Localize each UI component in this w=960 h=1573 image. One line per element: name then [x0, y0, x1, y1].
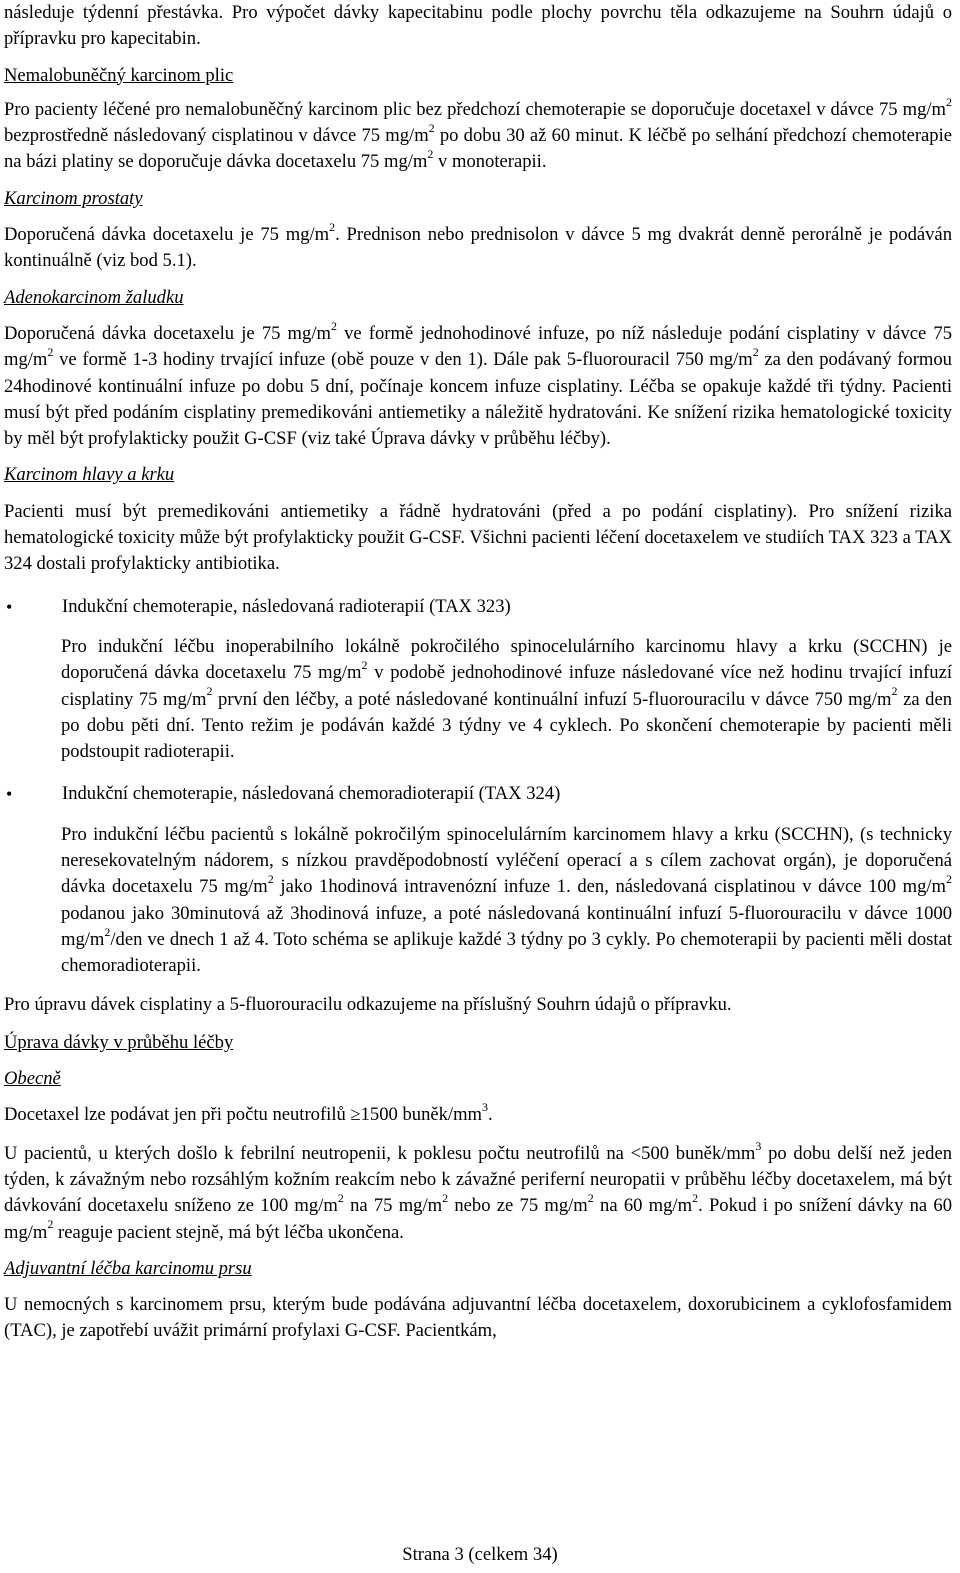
superscript: 2 — [752, 345, 759, 360]
superscript: 2 — [587, 1191, 594, 1206]
superscript: 2 — [337, 1191, 344, 1206]
heading-dose-adjustment: Úprava dávky v průběhu léčby — [4, 1031, 234, 1053]
tax324-text-b: jako 1hodinová intravenózní infuze 1. den, následovaná cisplatinou v dávce 100 mg/m — [273, 876, 946, 898]
gastric-text-b: ve formě jednohodinové infuze, po níž následuje podání cisplatiny v dávce 75 mg/m — [4, 322, 952, 371]
heading-head-neck: Karcinom hlavy a krku — [4, 464, 175, 486]
nsclc-text-b: bezprostředně následovaný cisplatinou v dávce 75 mg/m — [4, 125, 429, 147]
bullet-icon: • — [6, 596, 13, 617]
tax323-paragraph — [4, 634, 952, 765]
tax324-text-c: podanou jako 30minutová až 3hodinová infuze, a poté následovaná kontinuální infuzí 5-fluorouracilu v dávce 1000 mg/m — [61, 902, 952, 950]
neutro-text-d: nebo ze 75 mg/m — [448, 1195, 588, 1217]
head-neck-paragraph: Pacienti musí být premedikováni antiemetiky a řádně hydratováni (před a po podání cisplatiny). Pro snížení rizika hematologické toxicity může být profylakticky použit G-CSF. Všichni pacienti léčení docetaxelem ve studiích TAX 323 a TAX 324 dostali profylakticky antibiotika. — [4, 500, 952, 575]
superscript: 2 — [946, 872, 952, 887]
gastric-text-d: za den podávaný formou 24hodinové kontinuální infuze po dobu 5 dní, počínaje koncem infuze cisplatiny. Léčba se opakuje každé tři týdny. Pacienti musí být před podáním cisplatiny premedikováni antiemetiky a náležitě hydratováni. Ke snížení rizika hematologické toxicity by měl být profylakticky použit G-CSF (viz také Úprava dávky v průběhu léčby). — [4, 349, 952, 450]
nsclc-text-c: po dobu 30 až 60 minut. K léčbě po selhání předchozí chemoterapie na bázi platiny se doporučuje dávka docetaxelu 75 mg/m — [4, 125, 952, 173]
intro-text: následuje týdenní přestávka. Pro výpočet dávky kapecitabinu podle plochy povrchu těla odkazujeme na Souhrn údajů o přípravku pro kapecitabin. — [4, 2, 952, 50]
prostate-text-a: Doporučená dávka docetaxelu je 75 mg/m — [4, 224, 330, 246]
nsclc-text-d: v monoterapii. — [433, 151, 547, 173]
neutro-text-b: po dobu delší než jeden týden, k závažným nebo rozsáhlým kožním reakcím nebo k závažné periferní neuropatii v průběhu léčby docetaxelem, má být dávkování docetaxelu sníženo ze 100 mg/m — [4, 1142, 952, 1217]
nsclc-text-a: Pro pacienty léčené pro nemalobuněčný karcinom plic bez předchozí chemoterapie se doporučuje docetaxel v dávce 75 mg/m — [4, 98, 946, 120]
page-footer: Strana 3 (celkem 34) — [402, 1544, 558, 1565]
superscript: 2 — [329, 219, 336, 234]
superscript: 2 — [891, 684, 898, 699]
heading-adjuvant: Adjuvantní léčba karcinomu prsu — [4, 1257, 252, 1279]
heading-nsclc: Nemalobuněčný karcinom plic — [4, 64, 234, 86]
neutro-text-a: U pacientů, u kterých došlo k febrilní neutropenii, k poklesu počtu neutrofilů na <500 buněk/mm — [4, 1142, 756, 1164]
superscript: 2 — [330, 318, 337, 333]
general-text-a: Docetaxel lze podávat jen při počtu neutrofilů ≥1500 buněk/mm — [4, 1104, 483, 1126]
bullet-tax324 — [4, 781, 952, 807]
tax324-text-d: /den ve dnech 1 až 4. Toto schéma se aplikuje každé 3 týdny po 3 cykly. Po chemoterapii by pacienti měli dostat chemoradioterapii. — [61, 928, 952, 977]
neutro-text-c: na 75 mg/m — [343, 1195, 443, 1217]
gastric-text-c: ve formě 1-3 hodiny trvající infuze (obě pouze v den 1). Dále pak 5-fluorouracil 750 mg/m — [53, 349, 753, 371]
document-page — [4, 0, 952, 1345]
superscript: 2 — [206, 684, 213, 699]
superscript: 2 — [361, 658, 368, 673]
gastric-paragraph — [4, 318, 952, 452]
tax323-text-d: za den po dobu pěti dní. Tento režim je podáván každé 3 týdny ve 4 cyklech. Po skončení chemoterapie by pacienti měli podstoupit radioterapii. — [61, 688, 952, 763]
superscript: 2 — [692, 1191, 699, 1206]
bullet-icon: • — [6, 784, 13, 805]
prostate-paragraph — [4, 219, 952, 275]
bullet-tax323-title: Indukční chemoterapie, následovaná radioterapií (TAX 323) — [62, 595, 511, 617]
superscript: 2 — [267, 872, 274, 887]
heading-prostate: Karcinom prostaty — [4, 187, 143, 209]
tax324-text-a: Pro indukční léčbu pacientů s lokálně pokročilým spinocelulárním karcinomem hlavy a krku (SCCHN), (s technicky neresekovatelným nádorem, s nízkou pravděpodobností vyléčení operací a s cílem zachovat orgán), je doporučená dávka docetaxelu 75 mg/m — [61, 823, 952, 898]
tax324-paragraph — [4, 822, 952, 980]
tax323-text-b: v podobě jednohodinové infuze následované více než hodinu trvající infuzí cisplatiny 75 mg/m — [61, 662, 952, 710]
neutro-text-f: . Pokud i po snížení dávky na 60 mg/m — [4, 1195, 953, 1243]
superscript: 2 — [428, 121, 435, 135]
superscript: 2 — [104, 924, 111, 939]
superscript: 2 — [47, 345, 54, 360]
bullet-tax323 — [4, 594, 952, 620]
gastric-text-a: Doporučená dávka docetaxelu je 75 mg/m — [4, 322, 331, 344]
general-paragraph — [4, 1102, 952, 1128]
heading-general: Obecně — [4, 1068, 61, 1090]
superscript: 2 — [47, 1217, 54, 1232]
neutro-text-e: na 60 mg/m — [593, 1195, 693, 1217]
general-text-b: . — [488, 1104, 493, 1126]
superscript: 2 — [442, 1191, 449, 1206]
neutropenia-paragraph — [4, 1138, 953, 1246]
tax323-text-a: Pro indukční léčbu inoperabilního lokálně pokročilého spinocelulárního karcinomu hlavy a krku (SCCHN) je doporučená dávka docetaxelu 75 mg/m — [61, 635, 952, 684]
adjuvant-paragraph: U nemocných s karcinomem prsu, kterým bude podávána adjuvantní léčba docetaxelem, doxorubicinem a cyklofosfamidem (TAC), je zapotřebí uvážit primární profylaxi G-CSF. Pacientkám, — [4, 1294, 952, 1342]
superscript: 2 — [427, 147, 434, 162]
prostate-text-b: . Prednison nebo prednisolon v dávce 5 mg dvakrát denně perorálně je podáván kontinuálně (viz bod 5.1). — [4, 224, 952, 272]
bullet-tax324-title: Indukční chemoterapie, následovaná chemoradioterapií (TAX 324) — [62, 783, 561, 805]
neutro-text-g: reaguje pacient stejně, má být léčba ukončena. — [53, 1221, 404, 1243]
heading-gastric: Adenokarcinom žaludku — [4, 286, 184, 308]
intro-paragraph — [4, 0, 952, 53]
tax323-text-c: první den léčby, a poté následované kontinuální infuzí 5-fluorouracilu v dávce 750 mg/m — [212, 688, 892, 710]
superscript: 2 — [946, 94, 952, 109]
nsclc-paragraph — [4, 94, 952, 176]
superscript: 3 — [755, 1138, 762, 1153]
cis-5fu-paragraph: Pro úpravu dávek cisplatiny a 5-fluorouracilu odkazujeme na příslušný Souhrn údajů o přípravku. — [4, 993, 732, 1015]
superscript: 3 — [482, 1100, 489, 1115]
